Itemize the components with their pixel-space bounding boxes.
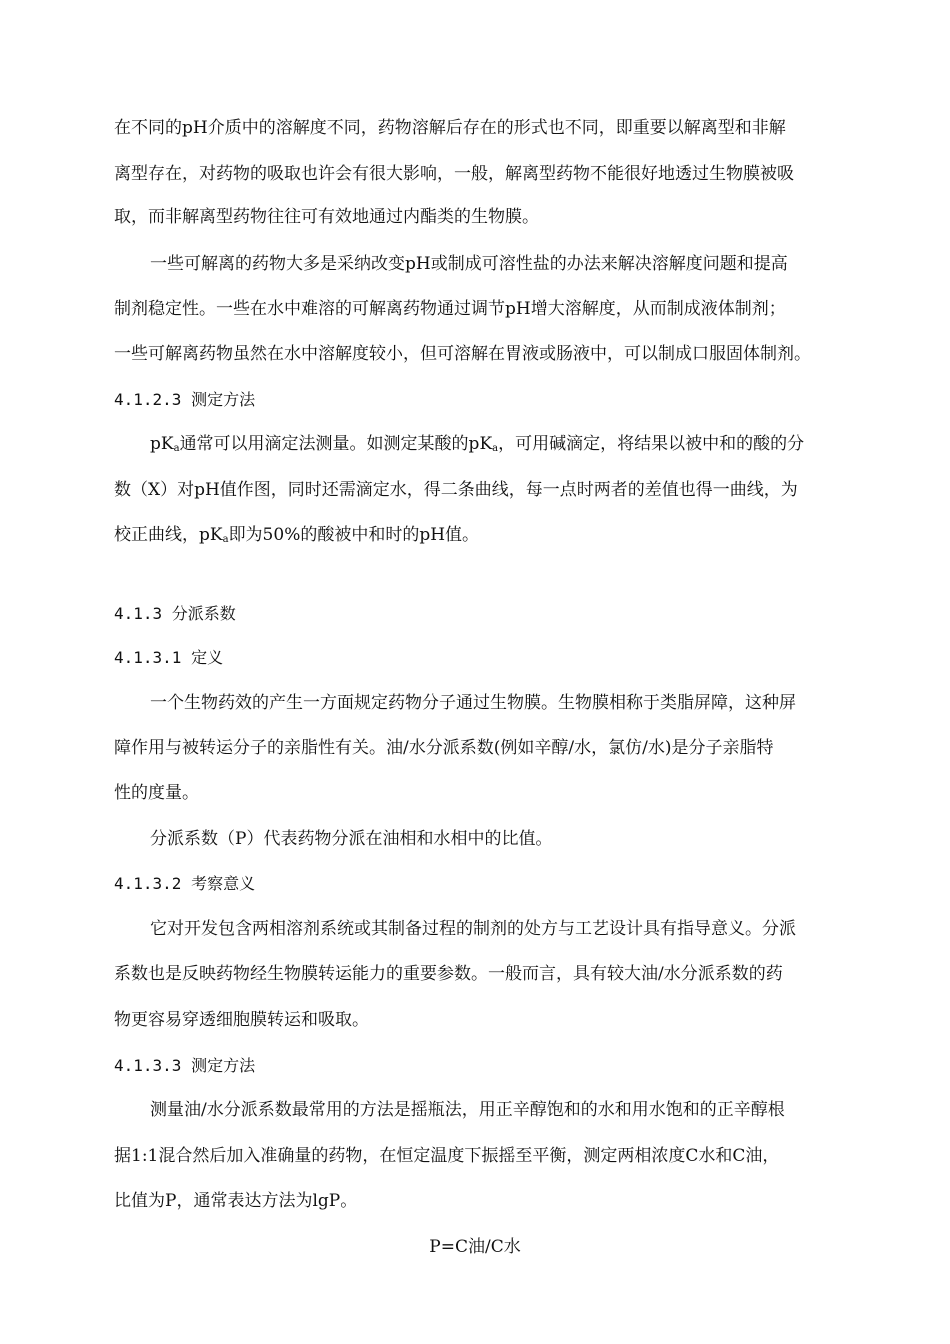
- paragraph-solubility-line1: 在不同的pH介质中的溶解度不同，药物溶解后存在的形式也不同，即重要以解离型和非解: [114, 118, 786, 138]
- paragraph-significance-line3: 物更容易穿透细胞膜转运和吸取。: [114, 1010, 369, 1030]
- paragraph-definition-line2: 障作用与被转运分子的亲脂性有关。油/水分派系数(例如辛醇/水，氯仿/水)是分子亲脂特: [114, 738, 774, 758]
- paragraph-partition-coefficient: 分派系数（P）代表药物分派在油相和水相中的比值。: [150, 829, 553, 849]
- paragraph-pka-line2: 数（X）对pH值作图，同时还需滴定水，得二条曲线，每一点时两者的差值也得一曲线，为: [114, 480, 798, 500]
- section-heading-4-1-2-3: 4.1.2.3 测定方法: [114, 390, 256, 409]
- paragraph-ionizable-line3: 一些可解离药物虽然在水中溶解度较小，但可溶解在胃液或肠液中，可以制成口服固体制剂。: [114, 344, 811, 364]
- paragraph-ionizable-line1: 一些可解离的药物大多是采纳改变pH或制成可溶性盐的办法来解决溶解度问题和提高: [150, 254, 788, 274]
- paragraph-shake-flask-line2: 据1:1混合然后加入准确量的药物，在恒定温度下振摇至平衡，测定两相浓度C水和C油，: [114, 1146, 780, 1166]
- paragraph-shake-flask-line1: 测量油/水分派系数最常用的方法是摇瓶法，用正辛醇饱和的水和用水饱和的正辛醇根: [150, 1100, 785, 1120]
- paragraph-significance-line2: 系数也是反映药物经生物膜转运能力的重要参数。一般而言，具有较大油/水分派系数的药: [114, 964, 783, 984]
- section-heading-4-1-3: 4.1.3 分派系数: [114, 604, 236, 623]
- paragraph-definition-line3: 性的度量。: [114, 783, 199, 803]
- section-heading-4-1-3-1: 4.1.3.1 定义: [114, 648, 224, 667]
- paragraph-ionizable-line2: 制剂稳定性。一些在水中难溶的可解离药物通过调节pH增大溶解度，从而制成液体制剂；: [114, 299, 786, 319]
- formula-partition: P=C油/C水: [429, 1237, 521, 1257]
- paragraph-pka-line1: $pK_a$通常可以用滴定法测量。如测定某酸的$pK_a$，可用碱滴定，将结果以被中和的酸的分: [150, 434, 805, 454]
- section-heading-4-1-3-2: 4.1.3.2 考察意义: [114, 874, 256, 893]
- paragraph-shake-flask-line3: 比值为P，通常表达方法为lgP。: [114, 1191, 358, 1211]
- paragraph-definition-line1: 一个生物药效的产生一方面规定药物分子通过生物膜。生物膜相称于类脂屏障，这种屏: [150, 693, 796, 713]
- paragraph-solubility-line2: 离型存在，对药物的吸取也许会有很大影响，一般，解离型药物不能很好地透过生物膜被吸: [114, 164, 794, 184]
- paragraph-pka-line3: 校正曲线，$pK_a$即为50%的酸被中和时的pH值。: [114, 525, 480, 545]
- paragraph-significance-line1: 它对开发包含两相溶剂系统或其制备过程的制剂的处方与工艺设计具有指导意义。分派: [150, 919, 796, 939]
- section-heading-4-1-3-3: 4.1.3.3 测定方法: [114, 1056, 256, 1075]
- paragraph-solubility-line3: 取，而非解离型药物往往可有效地通过内酯类的生物膜。: [114, 207, 539, 227]
